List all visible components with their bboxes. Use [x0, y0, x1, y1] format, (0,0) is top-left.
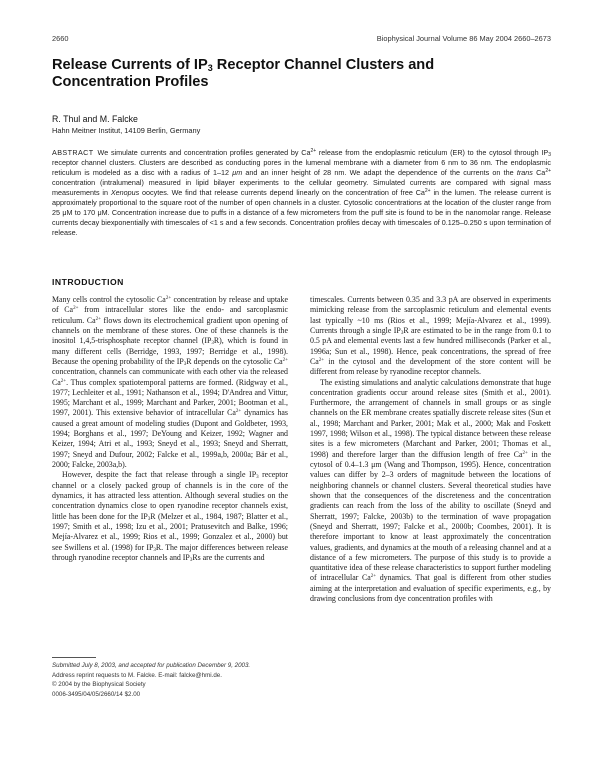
footnotes: [52, 661, 288, 699]
journal-citation: Biophysical Journal Volume 86 May 2004 2660–2673: [376, 34, 551, 43]
abstract: ABSTRACT We simulate currents and concentration profiles generated by $Ca^{2+}$ release from the endoplasmic reticulum (ER) to the cytosol through $IP_3$ receptor channel clusters. Clusters are described as conducting pores in the lumenal membrane with a diameter from 6 nm to 36 nm. The endoplasmic reticulum is modeled as a disc with a radius of 1–12 μm and an inner height of 28 nm. We adapt the dependence of the currents on the trans $Ca^{2+}$ concentration (intralumenal) measured in lipid bilayer experiments to the cellular geometry. Simulated currents are compared with signal mass measurements in Xenopus oocytes. We find that release currents depend linearly on the concentration of free $Ca^{2+}$ in the lumen. The release current is approximately proportional to the square root of the number of open channels in a cluster. Cytosolic concentrations at the location of the cluster range from 25 μM to 170 μM. Concentration increase due to puffs in a distance of a few micrometers from the puff site is found to be in the nanomolar range. Release currents decay biexponentially with timescales of <1 s and a few seconds. Concentration profiles decay with timescales of 0.125–0.250 s upon termination of release.: [52, 148, 552, 238]
affiliation: Hahn Meitner Institut, 14109 Berlin, Germany: [52, 126, 201, 135]
article-title: Release Currents of $IP_3$ Receptor Channel Clusters and Concentration Profiles: [52, 57, 435, 90]
abstract-label: ABSTRACT: [52, 148, 94, 157]
paragraph: The existing simulations and analytic calculations demonstrate that huge concentration gradients occur around release sites (Smith et al., 2001). Furthermore, the arrangement of channels in small groups or as single channels on the ER membrane creates spatially discrete release sites (Sun et al., 1998; Marchant and Parker, 2001; Mak et al., 2000; Mak and Foskett 1997, 1998; Wilson et al., 1998). The typical distance between these release sites is a few micrometers (Marchant and Parker, 2001; Thomas et al., 1998) and therefore larger than the diffusion length of free $Ca^{2+}$ in the cytosol of 0.4–1.3 μm (Wang and Thompson, 1995). Hence, concentration values can differ by 2–3 orders of magnitude between the locations of neighboring channels or channel clusters. Several theoretical studies have shown that the consequences of the discreteness and the concentration gradients can reach from the loss of the ability to oscillate (Sneyd and Sherratt, 1997; Falcke, 2003b) to the termination of wave propagation (Sneyd and Sherratt, 1997; Falcke et al., 2000b; Coombes, 2001). It is therefore important to know at least approximately the concentration values, gradients, and dynamics at the mouth of a releasing channel and at a distance of a few micrometers. The purpose of this study is to provide a quantitative idea of these release characteristics to support further modeling of intracellular $Ca^{2+}$ dynamics. That goal is different from other studies aiming at the interpretation and evaluation of specific experiments, e.g., by drawing conclusions from dye concentration profiles with: [310, 377, 551, 604]
footnote-reprint-address: Address reprint requests to M. Falcke. E-mail: falcke@hmi.de.: [52, 671, 222, 679]
running-head: [52, 34, 551, 46]
body-column-right: [310, 295, 551, 604]
footnote-divider: [52, 657, 96, 658]
paragraph: Many cells control the cytosolic $Ca^{2+}$ concentration by release and uptake of $Ca^{2+}$ from intracellular stores like the endo- and sarcoplasmic reticulum. $Ca^{2+}$ flows down its electrochemical gradient upon opening of channels on the membrane of these stores. One of these channels is the inositol 1,4,5-trisphosphate receptor channel $(IP_3R)$, which is found in many different cells (Berridge, 1993, 1997; Berridge et al., 1998). Because the opening probability of the $IP_3R$ depends on the cytosolic $Ca^{2+}$ concentration, channels can communicate with each other via the released $Ca^{2+}$. Thus complex spatiotemporal patterns are formed. (Ridgway et al., 1977; Lechleiter et al., 1991; Nathanson et al., 1994; D'Andrea and Vittur, 1995; Marchant et al., 1999; Marchant and Parker, 2001; Bootman et al., 1997, 2001). This extensive behavior of intracellular $Ca^{2+}$ dynamics has caused a great amount of modeling studies (Dupont and Goldbeter, 1993, 1994; Borghans et al., 1997; DeYoung and Keizer, 1992; Wagner and Keizer, 1994; Atri et al., 1993; Sneyd et al., 1993; Sneyd and Sherratt, 1997; Sneyd and Dufour, 2002; Falcke et al., 1999a,b, 2000a; Bär et al., 2000; Falcke, 2003a,b).: [52, 295, 289, 469]
page-number: 2660: [52, 34, 69, 43]
footnote-copyright: © 2004 by the Biophysical Society: [52, 681, 146, 689]
paragraph: However, despite the fact that release through a single $IP_3$ receptor channel or a closely packed group of channels is in the core of the dynamics, it has attracted less attention. Although several studies on the concentration dynamics close to open ryanodine receptor channels exist, little has been done for the $IP_3R$ (Melzer et al., 1984, 1987; Blatter et al., 1997; Smith et al., 1998; Izu et al., 2001; Pratusevitch and Balke, 1996; Mejía-Alvarez et al., 1999; Rios et al., 1999; Gonzalez et al., 2000) but see Swillens et al. (1998) for $IP_3R$. The major differences between release through ryanodine receptor channels and $IP_3Rs$ are the currents and: [52, 470, 288, 563]
footnote-submission-dates: Submitted July 8, 2003, and accepted for publication December 9, 2003.: [52, 662, 251, 669]
body-column-left: [52, 295, 288, 563]
footnote-issn: 0006-3495/04/05/2660/14 $2.00: [52, 690, 141, 698]
authors: R. Thul and M. Falcke: [52, 114, 138, 124]
paragraph: timescales. Currents between 0.35 and 3.3 pA are observed in experiments mimicking release from the sarcoplasmic reticulum and elemental events last typically ~10 ms (Rios et al., 1999; Mejía-Alvarez et al., 1999). Currents through a single $IP_3R$ are estimated to be in the range from 0.1 to 0.5 pA and elemental events last a few hundred milliseconds (Parker et al., 1996a; Sun et al., 1998). Hence, peak concentrations, the spread of free $Ca^{2+}$ in the cytosol and the development of the store content will be different from release by ryanodine receptor channels.: [310, 295, 551, 377]
section-heading-introduction: INTRODUCTION: [52, 277, 124, 287]
